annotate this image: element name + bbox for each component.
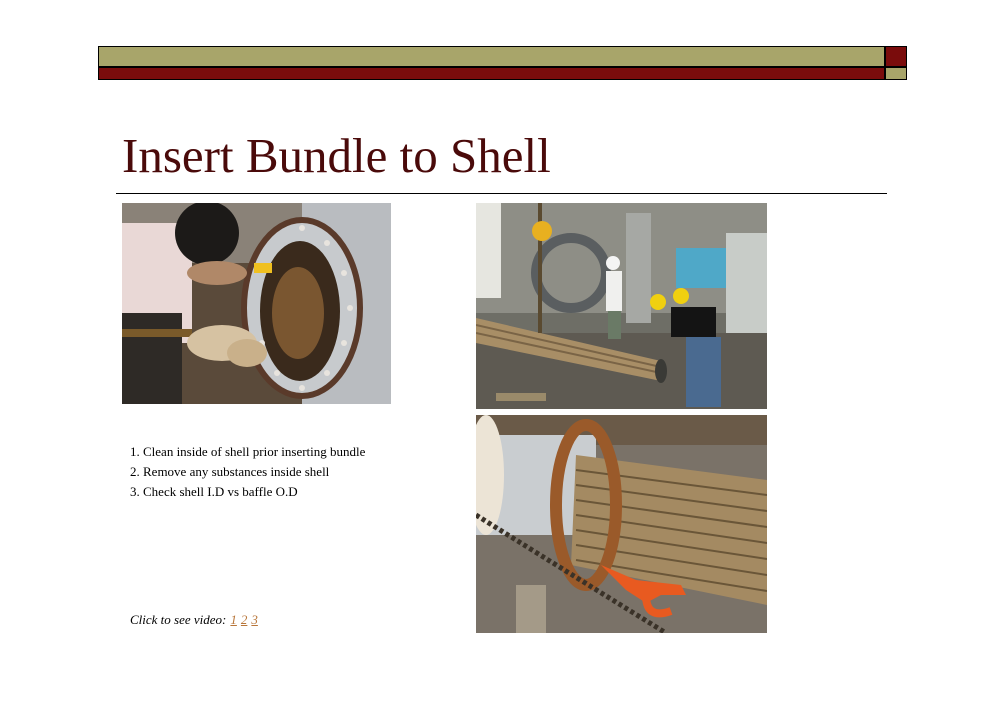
header-bar-olive bbox=[98, 46, 885, 67]
photo-cleaning-shell bbox=[122, 203, 391, 404]
step-item: 3. Check shell I.D vs baffle O.D bbox=[130, 484, 298, 499]
header-square-olive bbox=[885, 67, 907, 80]
photo-bundle-in-shell bbox=[476, 415, 767, 633]
photo-lifting-bundle bbox=[476, 203, 767, 409]
step-item: 1. Clean inside of shell prior inserting bundle bbox=[130, 444, 366, 459]
header-square-maroon bbox=[885, 46, 907, 67]
video-link-1[interactable]: 1 bbox=[230, 612, 237, 627]
title-divider bbox=[116, 193, 887, 194]
video-links bbox=[130, 612, 258, 628]
slide-title: Insert Bundle to Shell bbox=[122, 128, 551, 183]
video-link-3[interactable]: 3 bbox=[251, 612, 258, 627]
header-bar-maroon bbox=[98, 67, 885, 80]
video-link-2[interactable]: 2 bbox=[240, 612, 248, 627]
steps-list bbox=[130, 442, 365, 502]
video-label: Click to see video: bbox=[130, 612, 227, 627]
step-item: 2. Remove any substances inside shell bbox=[130, 464, 330, 479]
